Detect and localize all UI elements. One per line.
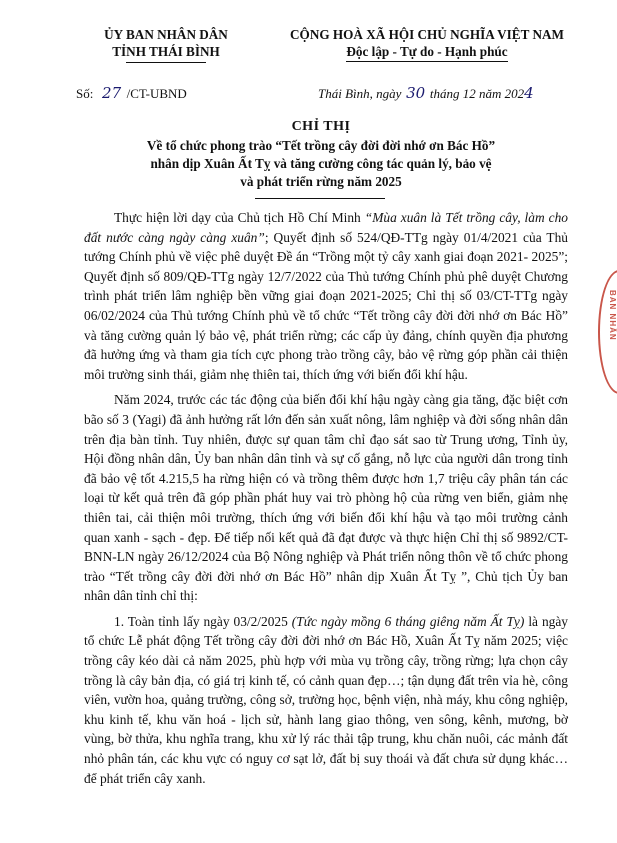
agency-line-2: TỈNH THÁI BÌNH bbox=[112, 44, 220, 59]
paragraph-1 bbox=[84, 208, 568, 384]
nation-motto: Độc lập - Tự do - Hạnh phúc bbox=[346, 43, 507, 62]
paragraph-3 bbox=[84, 612, 568, 788]
agency-line-1: ỦY BAN NHÂN DÂN bbox=[104, 27, 228, 42]
title-divider bbox=[255, 198, 385, 199]
p3-italic: (Tức ngày mồng 6 tháng giêng năm Ất Tỵ) bbox=[291, 613, 525, 629]
subtitle-line-1: Về tổ chức phong trào “Tết trồng cây đời đời nhớ ơn Bác Hồ” bbox=[146, 138, 496, 153]
p3-text-a: 1. Toàn tỉnh lấy ngày 03/2/2025 bbox=[114, 613, 292, 629]
document-subtitle bbox=[80, 137, 562, 191]
number-code: /CT-UBND bbox=[126, 86, 187, 101]
number-handwritten: 27 bbox=[102, 84, 122, 102]
red-seal-stamp bbox=[598, 270, 617, 394]
document-body bbox=[84, 208, 568, 794]
date-day: 30 bbox=[406, 84, 426, 102]
subtitle-line-3: và phát triển rừng năm 2025 bbox=[240, 174, 402, 189]
stamp-text: BAN NHÂN bbox=[608, 290, 617, 341]
p1-text-b: ; Quyết định số 524/QĐ-TTg ngày 01/4/2021 của Thủ tướng Chính phủ về việc phê duyệt Đề án “Trồng một tỷ cây xanh giai đoạn 2021- 2025”; Quyết định số 809/QĐ-TTg ngày 12/7/2022 của Thủ tướng Chính phủ phê duyệt Chương trình phát triển lâm nghiệp bền vững giai đoạn 2021-2025; Chỉ thị số 03/CT-TTg ngày 06/02/2024 của Thủ tướng Chính phủ về tổ chức “Tết trồng cây đời đời nhớ ơn Bác Hồ” và tăng cường quản lý bảo vệ, phát triển rừng; các cấp ủy đảng, chính quyền địa phương đã hưởng ứng và tham gia tích cực phong trào trồng cây, bảo vệ rừng góp phần cải thiện môi trường sinh thái, giảm nhẹ thiên tai, thích ứng với biến đổi khí hậu. bbox=[84, 229, 568, 382]
number-label: Số: bbox=[76, 86, 94, 101]
date-prefix: Thái Bình, ngày bbox=[318, 86, 402, 101]
agency-divider bbox=[126, 62, 206, 63]
agency-header bbox=[76, 26, 256, 60]
document-title: CHỈ THỊ bbox=[291, 119, 351, 134]
p1-text-a: Thực hiện lời dạy của Chủ tịch Hồ Chí Minh bbox=[114, 210, 365, 225]
document-number bbox=[76, 84, 187, 102]
p3-text-b: là ngày tổ chức Lễ phát động Tết trồng cây đời đời nhớ ơn Bác Hồ, Xuân Ất Tỵ năm 2025; việc trồng cây kéo dài cả năm 2025, phù hợp với mùa vụ trồng cây, trồng rừng; lựa chọn cây trồng là cây bản địa, có giá trị kinh tế, có cảnh quan đẹp…; tận dụng đất trên vỉa hè, công viên, vườn hoa, quảng trường, công sở, trường học, bệnh viện, nhà máy, khu công nghiệp, khu kinh tế, khu văn hoá - lịch sử, hành lang giao thông, ven sông, kênh, mương, bờ vùng, bờ thửa, khu nghĩa trang, khu xử lý rác thải tập trung, khu chăn nuôi, các mảnh đất nhỏ phân tán, các khu vực có nguy cơ sạt lở, đất bị suy thoái và đất chưa sử dụng khác… để phát triển cây xanh. bbox=[84, 613, 568, 786]
p1-quote: “Mùa xuân là Tết trồng cây, làm cho đất nước càng ngày càng xuân” bbox=[84, 210, 568, 245]
paragraph-2: Năm 2024, trước các tác động của biến đổi khí hậu ngày càng gia tăng, đặc biệt cơn bão số 3 (Yagi) đã ảnh hưởng rất lớn đến sản xuất nông, lâm nghiệp và đời sống nhân dân trên địa bàn tỉnh. Tuy nhiên, được sự quan tâm chỉ đạo sát sao từ Trung ương, Tỉnh ủy, Hội đồng nhân dân, Ủy ban nhân dân tỉnh và sự cố gắng, nỗ lực của người dân trong tỉnh đã bảo vệ tốt 4.215,5 ha rừng hiện có và trồng thêm được hơn 1,7 triệu cây phân tán các loại từ kết quả trên đã góp phần phát huy vai trò phòng hộ của rừng ven biển, giảm nhẹ thiên tai, cải thiện môi trường, thích ứng với biến đổi khí hậu và tạo môi trường cảnh quan xanh - sạch - đẹp. Để tiếp nối kết quả đã đạt được và thực hiện Chỉ thị số 9892/CT-BNN-LN ngày 26/12/2024 của Bộ Nông nghiệp và Phát triển nông thôn về tổ chức phong trào “Tết trồng cây đời đời nhớ ơn Bác Hồ” nhân dịp Xuân Ất Tỵ ”, Chủ tịch Ủy ban nhân dân tỉnh chỉ thị: bbox=[84, 392, 568, 604]
place-date bbox=[318, 84, 534, 102]
date-middle: tháng 12 năm 202 bbox=[429, 86, 525, 101]
nation-header bbox=[262, 26, 592, 62]
date-year-last: 4 bbox=[524, 84, 534, 102]
subtitle-line-2: nhân dịp Xuân Ất Tỵ và tăng cường công tác quản lý, bảo vệ bbox=[150, 156, 492, 171]
nation-name: CỘNG HOÀ XÃ HỘI CHỦ NGHĨA VIỆT NAM bbox=[290, 27, 564, 42]
